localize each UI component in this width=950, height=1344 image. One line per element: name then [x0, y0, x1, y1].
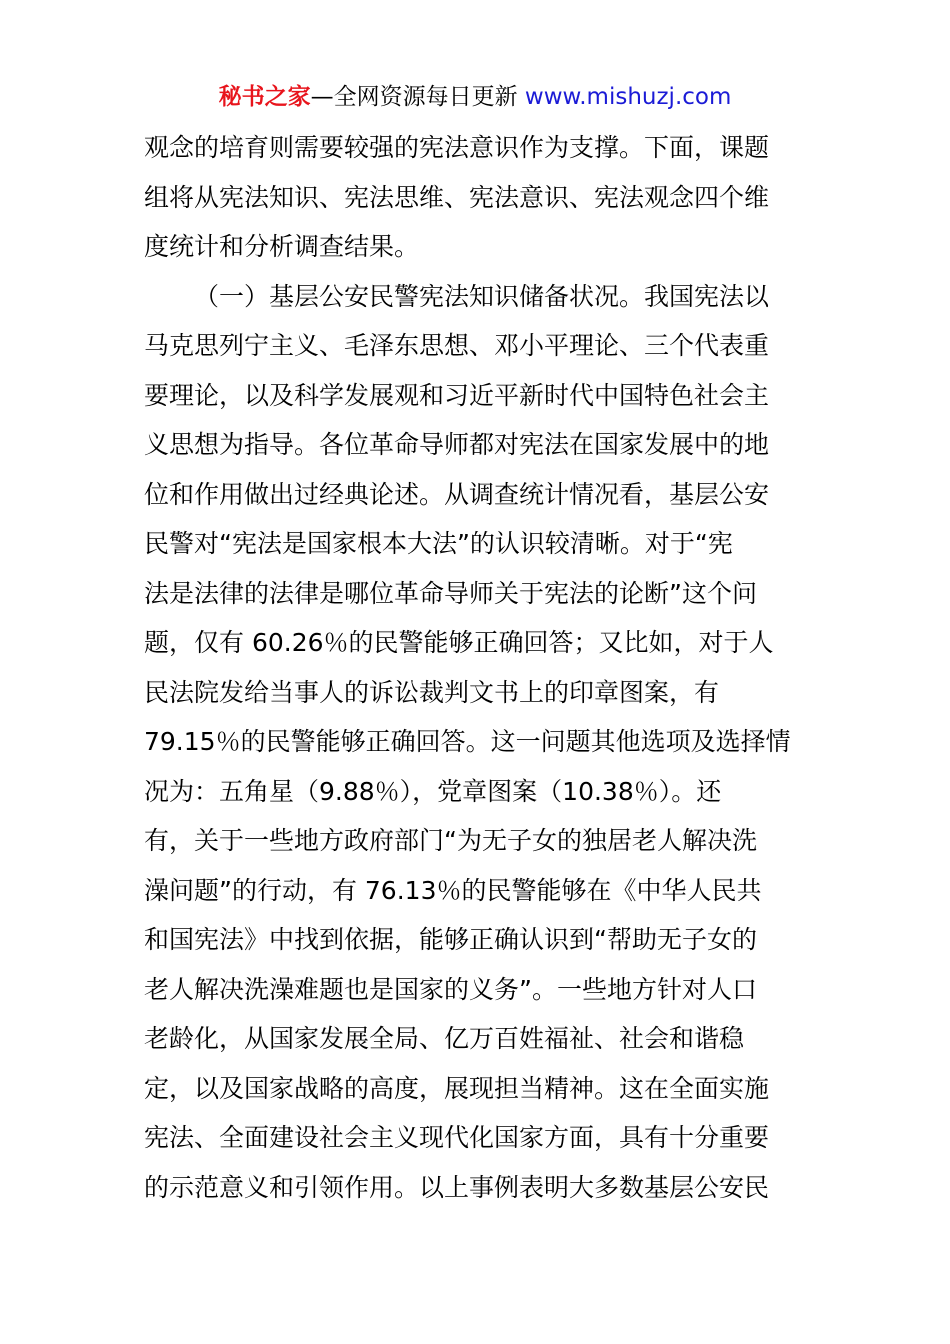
text-line: 题，仅有 60.26％的民警能够正确回答；又比如，对于人: [144, 628, 774, 657]
text-line: 组将从宪法知识、宪法思维、宪法意识、宪法观念四个维: [144, 182, 770, 212]
header-url-link[interactable]: www.mishuzj.com: [524, 84, 732, 110]
text-line: 宪法、全面建设社会主义现代化国家方面，具有十分重要: [144, 1123, 770, 1152]
text-line: 法是法律的法律是哪位革命导师关于宪法的论断”这个问: [144, 578, 757, 608]
text-line: 民法院发给当事人的诉讼裁判文书上的印章图案，有: [144, 677, 720, 707]
text-line: 位和作用做出过经典论述。从调查统计情况看，基层公安: [144, 479, 770, 509]
text-line: 79.15％的民警能够正确回答。这一问题其他选项及选择情: [144, 727, 791, 756]
header-tagline: —全网资源每日更新: [310, 84, 525, 110]
text-line: 老人解决洗澡难题也是国家的义务”。一些地方针对人口: [144, 974, 757, 1004]
text-line: 的示范意义和引领作用。以上事例表明大多数基层公安民: [144, 1172, 770, 1202]
text-line: 观念的培育则需要较强的宪法意识作为支撑。下面，课题: [144, 133, 770, 162]
text-line: 要理论，以及科学发展观和习近平新时代中国特色社会主: [144, 380, 770, 410]
text-line: 老龄化，从国家发展全局、亿万百姓福祉、社会和谐稳: [144, 1024, 745, 1053]
text-line: 况为：五角星（9.88％），党章图案（10.38％）。还: [144, 776, 722, 806]
text-line: （一）基层公安民警宪法知识储备状况。我国宪法以: [194, 281, 770, 311]
document-body: [144, 123, 808, 1212]
text-line: 民警对“宪法是国家根本大法”的认识较清晰。对于“宪: [144, 529, 733, 558]
brand-name: 秘书之家: [218, 84, 311, 110]
text-line: 定，以及国家战略的高度，展现担当精神。这在全面实施: [144, 1073, 770, 1103]
page-header: [0, 80, 950, 114]
text-line: 义思想为指导。各位革命导师都对宪法在国家发展中的地: [144, 430, 770, 459]
text-line: 度统计和分析调查结果。: [144, 232, 420, 261]
text-line: 马克思列宁主义、毛泽东思想、邓小平理论、三个代表重: [144, 331, 770, 360]
text-line: 有，关于一些地方政府部门“为无子女的独居老人解决洗: [144, 826, 757, 855]
text-line: 和国宪法》中找到依据，能够正确认识到“帮助无子女的: [144, 925, 757, 954]
text-line: 澡问题”的行动，有 76.13％的民警能够在《中华人民共: [144, 875, 762, 905]
